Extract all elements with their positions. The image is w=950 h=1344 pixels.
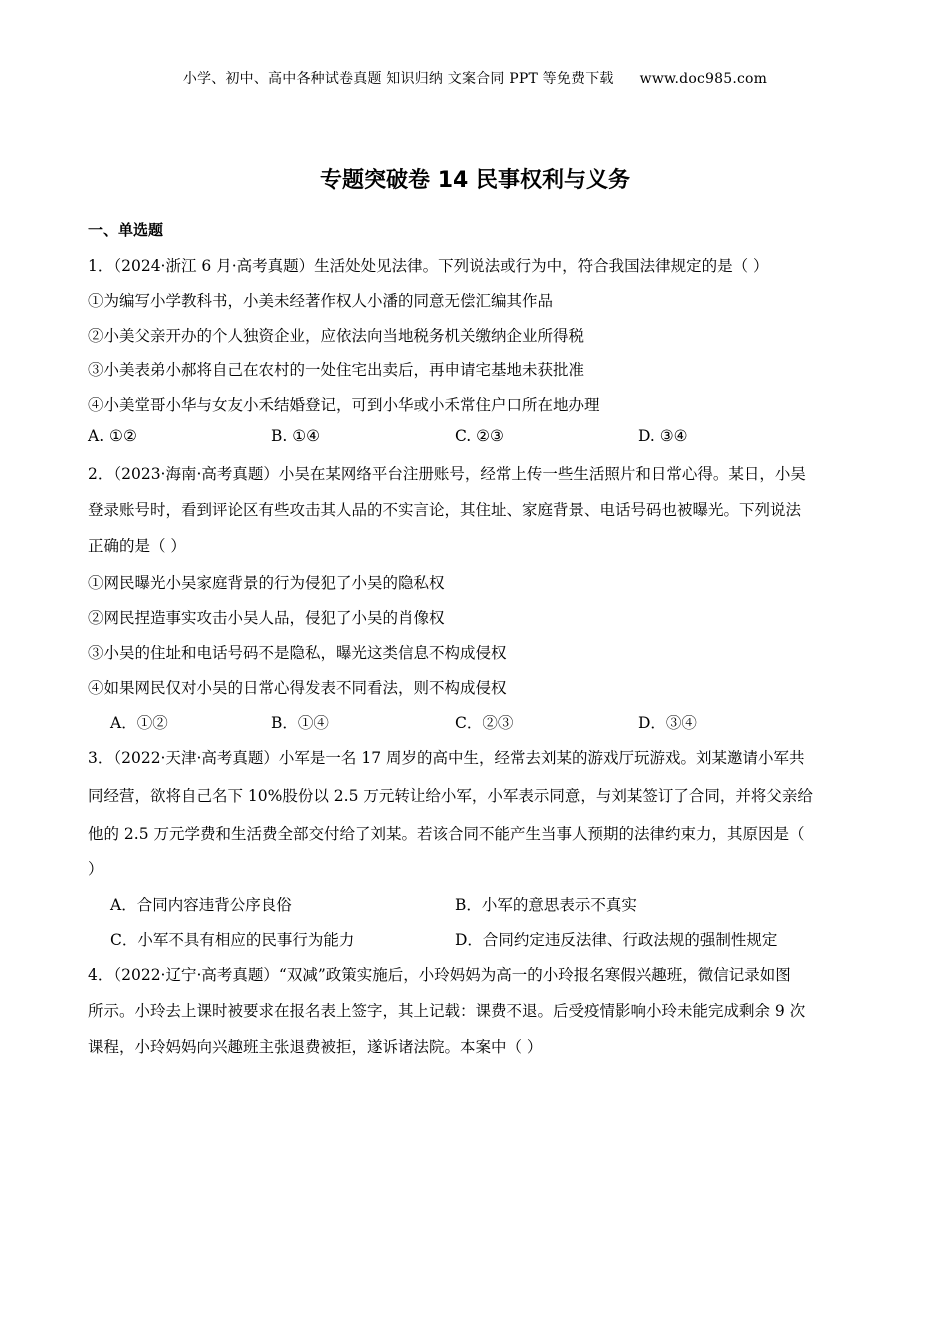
q3-option-a: A．合同内容违背公序良俗 — [110, 896, 292, 914]
q1-statement-3: ③小美表弟小郝将自己在农村的一处住宅出卖后，再申请宅基地未获批准 — [88, 361, 585, 379]
q3-option-c: C．小军不具有相应的民事行为能力 — [110, 931, 355, 949]
q2-stem-line-3: 正确的是（ ） — [88, 537, 186, 555]
q2-stem-line-2: 登录账号时，看到评论区有些攻击其人品的不实言论，其住址、家庭背景、电话号码也被曝光。下列说法 — [88, 501, 802, 519]
q2-option-c: C．②③ — [455, 714, 514, 732]
q3-stem-line-4: ） — [88, 860, 104, 878]
q1-option-d: D. ③④ — [638, 427, 688, 445]
q3-stem-line-3: 他的 2.5 万元学费和生活费全部交付给了刘某。若该合同不能产生当事人预期的法律约束力，其原因是（ — [88, 825, 805, 843]
q1-option-b: B. ①④ — [271, 427, 321, 445]
page-header — [0, 68, 950, 88]
header-url[interactable]: www.doc985.com — [639, 71, 768, 87]
q2-statement-4: ④如果网民仅对小吴的日常心得发表不同看法，则不构成侵权 — [88, 679, 507, 697]
q4-stem-line-2: 所示。小玲去上课时被要求在报名表上签字，其上记载：课费不退。后受疫情影响小玲未能完成剩余 9 次 — [88, 1002, 806, 1020]
q2-statement-3: ③小吴的住址和电话号码不是隐私，曝光这类信息不构成侵权 — [88, 644, 507, 662]
q3-option-d: D．合同约定违反法律、行政法规的强制性规定 — [455, 931, 778, 949]
q3-option-b: B．小军的意思表示不真实 — [455, 896, 637, 914]
q2-stem-line-1: 2．（2023·海南·高考真题）小吴在某网络平台注册账号，经常上传一些生活照片和日常心得。某日，小吴 — [88, 465, 806, 483]
q2-statement-2: ②网民捏造事实攻击小吴人品，侵犯了小吴的肖像权 — [88, 609, 445, 627]
q1-option-c: C. ②③ — [455, 427, 504, 445]
q2-statement-1: ①网民曝光小吴家庭背景的行为侵犯了小吴的隐私权 — [88, 574, 445, 592]
q2-option-b: B．①④ — [271, 714, 329, 732]
page-title: 专题突破卷 14 民事权利与义务 — [320, 168, 630, 193]
header-text: 小学、初中、高中各种试卷真题 知识归纳 文案合同 PPT 等免费下载 — [182, 71, 614, 87]
q1-stem: 1．（2024·浙江 6 月·高考真题）生活处处见法律。下列说法或行为中，符合我国法律规定的是（ ） — [88, 257, 769, 275]
q3-stem-line-2: 同经营，欲将自己名下 10%股份以 2.5 万元转让给小军，小军表示同意，与刘某签订了合同，并将父亲给 — [88, 787, 813, 805]
q2-option-a: A．①② — [110, 714, 168, 732]
section-heading: 一、单选题 — [88, 221, 164, 239]
q1-option-a: A. ①② — [88, 427, 137, 445]
q4-stem-line-3: 课程，小玲妈妈向兴趣班主张退费被拒，遂诉诸法院。本案中（ ） — [88, 1038, 543, 1056]
q4-stem-line-1: 4．（2022·辽宁·高考真题）“双减”政策实施后，小玲妈妈为高一的小玲报名寒假兴趣班，微信记录如图 — [88, 966, 791, 984]
q2-option-d: D．③④ — [638, 714, 697, 732]
q1-statement-2: ②小美父亲开办的个人独资企业，应依法向当地税务机关缴纳企业所得税 — [88, 327, 585, 345]
q3-stem-line-1: 3．（2022·天津·高考真题）小军是一名 17 周岁的高中生，经常去刘某的游戏厅玩游戏。刘某邀请小军共 — [88, 749, 805, 767]
q1-statement-1: ①为编写小学教科书，小美未经著作权人小潘的同意无偿汇编其作品 — [88, 292, 554, 310]
q1-statement-4: ④小美堂哥小华与女友小禾结婚登记，可到小华或小禾常住户口所在地办理 — [88, 396, 600, 414]
